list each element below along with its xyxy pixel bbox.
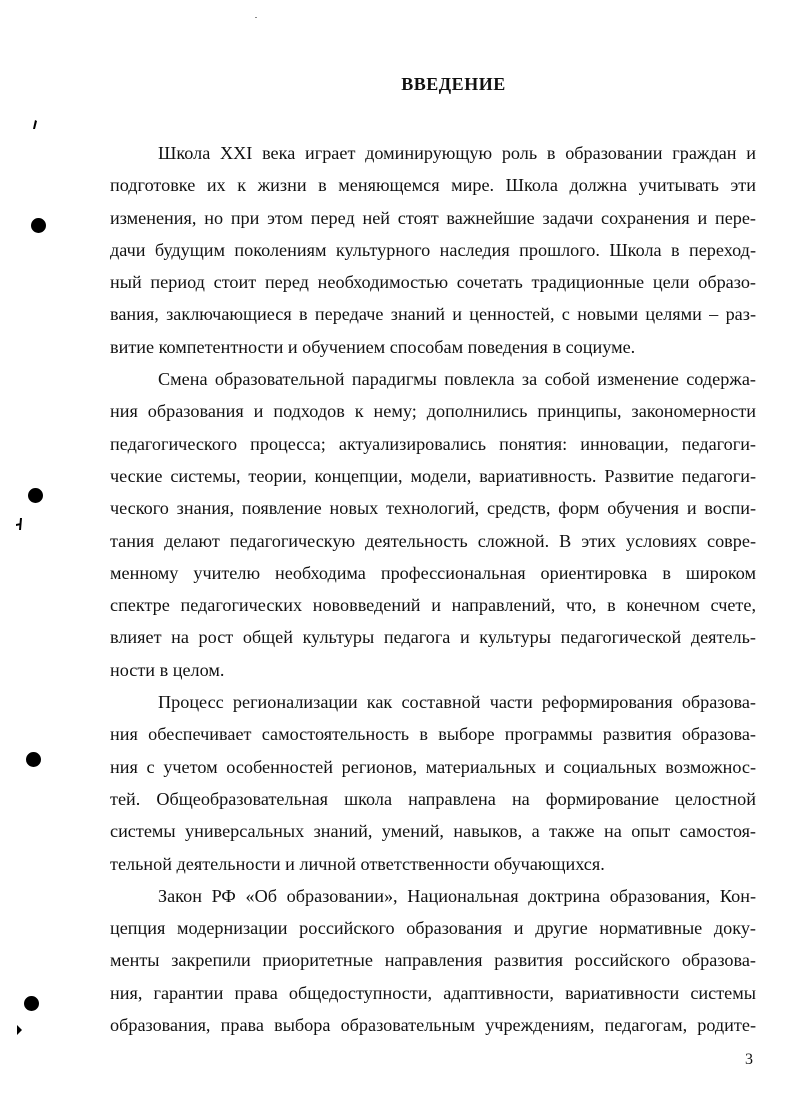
- text-line: педагогического процесса; актуализировались понятия: инновации, педагоги-: [110, 433, 756, 454]
- document-body: [110, 137, 756, 1041]
- text-line: ный период стоит перед необходимостью сочетать традиционные цели образо-: [110, 272, 756, 293]
- text-line: Смена образовательной парадигмы повлекла за собой изменение содержа-: [158, 369, 756, 390]
- text-line: ческие системы, теории, концепции, модели, вариативность. Развитие педагоги-: [110, 465, 756, 486]
- paragraph-3: [110, 686, 756, 880]
- page-number: 3: [745, 1051, 753, 1068]
- punch-hole: [26, 752, 41, 767]
- punch-hole: [28, 488, 43, 503]
- punch-hole: [31, 218, 46, 233]
- paragraph-4: [110, 880, 756, 1041]
- text-line: витие компетентности и обучением способам поведения в социуме.: [110, 336, 636, 357]
- text-line: изменения, но при этом перед ней стоят важнейшие задачи сохранения и пере-: [110, 207, 756, 228]
- text-line: системы универсальных знаний, умений, навыков, а также на опыт самостоя-: [110, 821, 756, 842]
- text-line: ности в целом.: [110, 659, 225, 680]
- text-line: ния образования и подходов к нему; дополнились принципы, закономерности: [110, 401, 756, 422]
- text-line: ния обеспечивает самостоятельность в выборе программы развития образова-: [110, 724, 756, 745]
- paragraph-1: [110, 137, 756, 363]
- text-line: тей. Общеобразовательная школа направлена на формирование целостной: [110, 788, 756, 809]
- text-line: спектре педагогических нововведений и направлений, что, в конечном счете,: [110, 595, 756, 616]
- text-line: влияет на рост общей культуры педагога и культуры педагогической деятель-: [110, 627, 756, 648]
- margin-mark: [16, 518, 24, 530]
- page-title: ВВЕДЕНИЕ: [401, 74, 506, 94]
- text-line: тельной деятельности и личной ответственности обучающихся.: [110, 853, 605, 874]
- margin-mark: [16, 1025, 23, 1035]
- text-line: ния, гарантии права общедоступности, адаптивности, вариативности системы: [110, 982, 756, 1003]
- text-line: менному учителю необходима профессиональная ориентировка в широком: [110, 562, 756, 583]
- margin-mark: [32, 120, 38, 130]
- text-line: ния с учетом особенностей регионов, материальных и социальных возможнос-: [110, 756, 756, 777]
- text-line: образования, права выбора образовательным учреждениям, педагогам, родите-: [110, 1015, 756, 1036]
- text-line: Закон РФ «Об образовании», Национальная доктрина образования, Кон-: [158, 885, 756, 906]
- text-line: Процесс регионализации как составной части реформирования образова-: [158, 692, 756, 713]
- paragraph-2: [110, 363, 756, 686]
- scan-speck: [255, 17, 257, 18]
- text-line: тания делают педагогическую деятельность сложной. В этих условиях совре-: [110, 530, 756, 551]
- text-line: ческого знания, появление новых технологий, средств, форм обучения и воспи-: [110, 498, 756, 519]
- text-line: менты закрепили приоритетные направления развития российского образова-: [110, 950, 756, 971]
- text-line: цепция модернизации российского образования и другие нормативные доку-: [110, 918, 756, 939]
- punch-hole: [24, 996, 39, 1011]
- text-line: дачи будущим поколениям культурного наследия прошлого. Школа в переход-: [110, 239, 756, 260]
- text-line: подготовке их к жизни в меняющемся мире. Школа должна учитывать эти: [110, 175, 756, 196]
- text-line: вания, заключающиеся в передаче знаний и ценностей, с новыми целями – раз-: [110, 304, 756, 325]
- text-line: Школа XXI века играет доминирующую роль в образовании граждан и: [158, 143, 756, 163]
